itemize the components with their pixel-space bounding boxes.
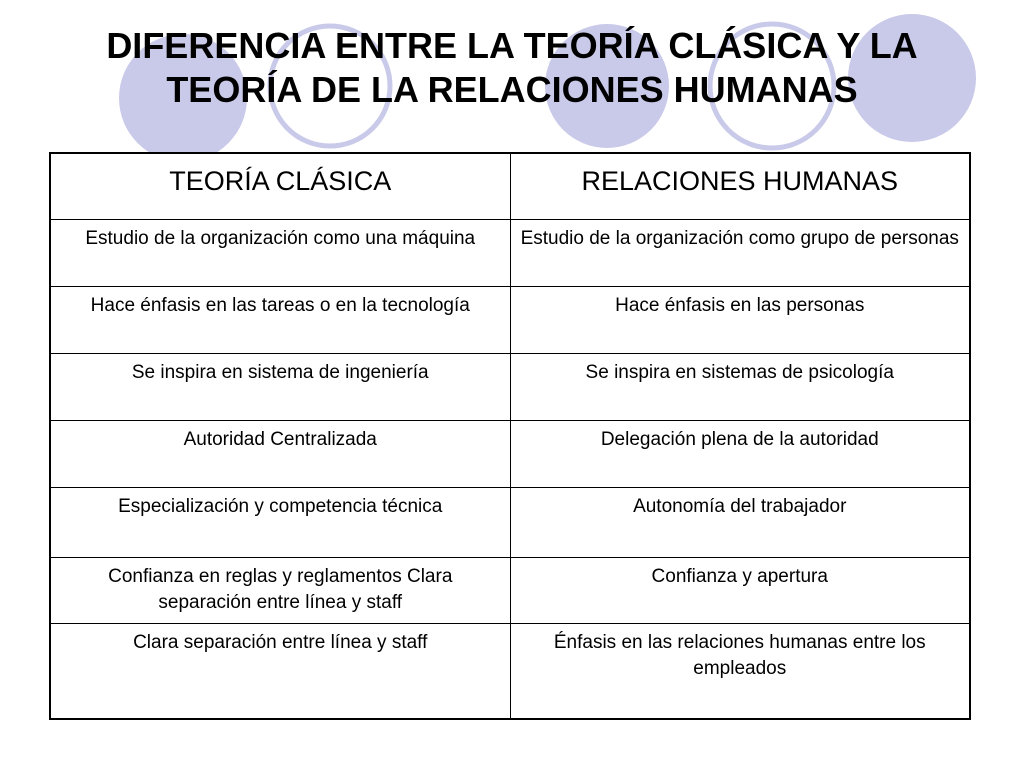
table-row bbox=[50, 420, 970, 487]
table-row bbox=[50, 557, 970, 623]
table-row bbox=[50, 487, 970, 557]
table-cell: Se inspira en sistema de ingeniería bbox=[50, 353, 510, 420]
comparison-table bbox=[49, 152, 971, 720]
slide-title bbox=[40, 24, 984, 112]
table-cell: Hace énfasis en las personas bbox=[510, 286, 970, 353]
table-row bbox=[50, 623, 970, 719]
table-cell: Hace énfasis en las tareas o en la tecnología bbox=[50, 286, 510, 353]
table-cell: Confianza en reglas y reglamentos Clara separación entre línea y staff bbox=[50, 557, 510, 623]
table-row bbox=[50, 353, 970, 420]
header-classical-theory: TEORÍA CLÁSICA bbox=[50, 153, 510, 219]
table-cell: Estudio de la organización como grupo de personas bbox=[510, 219, 970, 286]
table-row bbox=[50, 219, 970, 286]
title-line-2: TEORÍA DE LA RELACIONES HUMANAS bbox=[166, 69, 858, 110]
title-line-1: DIFERENCIA ENTRE LA TEORÍA CLÁSICA Y LA bbox=[106, 25, 918, 66]
table-cell: Se inspira en sistemas de psicología bbox=[510, 353, 970, 420]
table-cell: Delegación plena de la autoridad bbox=[510, 420, 970, 487]
table-cell: Estudio de la organización como una máquina bbox=[50, 219, 510, 286]
table-row bbox=[50, 286, 970, 353]
table-cell: Clara separación entre línea y staff bbox=[50, 623, 510, 719]
table-cell: Énfasis en las relaciones humanas entre los empleados bbox=[510, 623, 970, 719]
table-cell: Confianza y apertura bbox=[510, 557, 970, 623]
table-cell: Autonomía del trabajador bbox=[510, 487, 970, 557]
table-cell: Especialización y competencia técnica bbox=[50, 487, 510, 557]
header-row bbox=[50, 153, 970, 219]
header-human-relations: RELACIONES HUMANAS bbox=[510, 153, 970, 219]
table-cell: Autoridad Centralizada bbox=[50, 420, 510, 487]
